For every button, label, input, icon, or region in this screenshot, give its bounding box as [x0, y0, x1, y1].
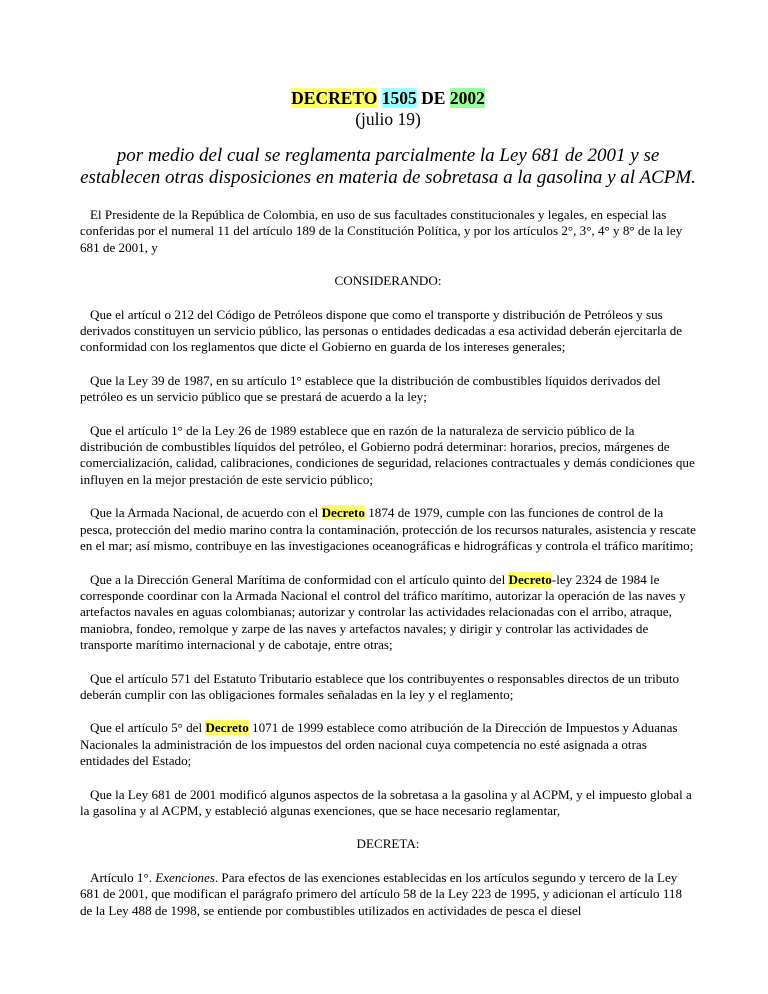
considerando-paragraph-1: Que el artícul o 212 del Código de Petróleos dispone que como el transporte y distribución de Petróleos y sus derivados constituyen un servicio público, las personas o entidades dedicadas a esa actividad deberán ejercitarla de conformidad con los reglamentos que dicte el Gobierno en guarda de los intereses generales;: [80, 306, 683, 355]
text-segment: 1874 de 1979, cumple con las funciones de control de la pesca, protección del medio marino contra la contaminación, protección de los recursos naturales, asistencia y rescate en el mar; así mismo, contribuye en las investigaciones oceanográficas e hidrográficas y controla el tráfico marítimo;: [80, 505, 696, 554]
article-text: . Para efectos de las exenciones establecidas en los artículos segundo y tercero de la Ley 681 de 2001, que modifican el parágrafo primero del artículo 58 de la Ley 223 de 1995, y adicionan el artículo 118 de la Ley 488 de 1998, se entiende por combustibles utilizados en actividades de pesca el diesel: [80, 869, 682, 918]
considerando-paragraph-2: Que la Ley 39 de 1987, en su artículo 1° establece que la distribución de combustibles líquidos derivados del petróleo es un servicio público que se prestará de acuerdo a la ley;: [80, 372, 661, 405]
intro-paragraph: El Presidente de la República de Colombia, en uso de sus facultades constitucionales y legales, en especial las conferidas por el numeral 11 del artículo 189 de la Constitución Política, y por los artículos 2°, 3°, 4° y 8° de la ley 681 de 2001, y: [80, 207, 683, 255]
considerando-paragraph-5: [80, 572, 696, 654]
considerando-paragraph-8: Que la Ley 681 de 2001 modificó algunos aspectos de la sobretasa a la gasolina y al ACPM, y el impuesto global a la gasolina y al ACPM, y estableció algunas exenciones, que se hace necesario reglamentar,: [80, 786, 692, 818]
considerando-paragraph-7: [80, 720, 696, 769]
highlight-decreto: Decreto: [508, 571, 552, 587]
article-name: Exenciones: [155, 869, 215, 885]
title-word-de: DE: [421, 88, 446, 108]
decree-title: [80, 88, 696, 108]
text-segment: Que la Armada Nacional, de acuerdo con el: [90, 505, 322, 521]
text-segment: 1071 de 1999 establece como atribución de la Dirección de Impuestos y Aduanas Nacionales la administración de los impuestos del orden nacional cuya competencia no esté asignada a otras entidades del Estado;: [80, 720, 678, 769]
decree-subtitle: por medio del cual se reglamenta parcialmente la Ley 681 de 2001 y se establecen otras disposiciones en materia de sobretasa a la gasolina y al ACPM.: [80, 145, 696, 188]
text-segment: Que el artículo 5° del: [90, 720, 206, 736]
article-1: [80, 870, 696, 919]
decreta-heading: DECRETA:: [356, 836, 420, 852]
considerando-heading: CONSIDERANDO:: [334, 273, 442, 289]
considerando-paragraph-4: [80, 505, 696, 554]
article-label: Artículo 1°.: [90, 869, 156, 885]
considerando-paragraph-3: Que el artículo 1° de la Ley 26 de 1989 establece que en razón de la naturaleza de servicio público de la distribución de combustibles líquidos del petróleo, el Gobierno podrá determinar: horarios, precios, márgenes de comercialización, calidad, calibraciones, condiciones de seguridad, relaciones contractuales y demás condiciones que influyen en la mejor prestación de este servicio público;: [80, 422, 695, 487]
text-segment: -ley 2324 de 1984 le corresponde coordinar con la Armada Nacional el control del tráfico marítimo, autorizar la operación de las naves y artefactos navales en aguas colombianas; autorizar y controlar las actividades relacionadas con el arribo, atraque, maniobra, fondeo, remolque y zarpe de las naves y artefactos navales; y dirigir y controlar las actividades de transporte marítimo internacional y de cabotaje, entre otras;: [80, 571, 686, 653]
highlight-decreto: Decreto: [321, 505, 365, 521]
title-word-decreto: DECRETO: [291, 88, 378, 108]
text-segment: Que a la Dirección General Marítima de conformidad con el artículo quinto del: [90, 571, 509, 587]
title-decree-number: 1505: [381, 88, 417, 108]
decree-date: (julio 19): [355, 109, 421, 129]
considerando-paragraph-6: Que el artículo 571 del Estatuto Tributario establece que los contribuyentes o responsables directos de un tributo deberán cumplir con las obligaciones formales señaladas en la ley y el reglamento;: [80, 670, 680, 702]
highlight-decreto: Decreto: [205, 720, 249, 736]
title-year: 2002: [449, 88, 485, 108]
